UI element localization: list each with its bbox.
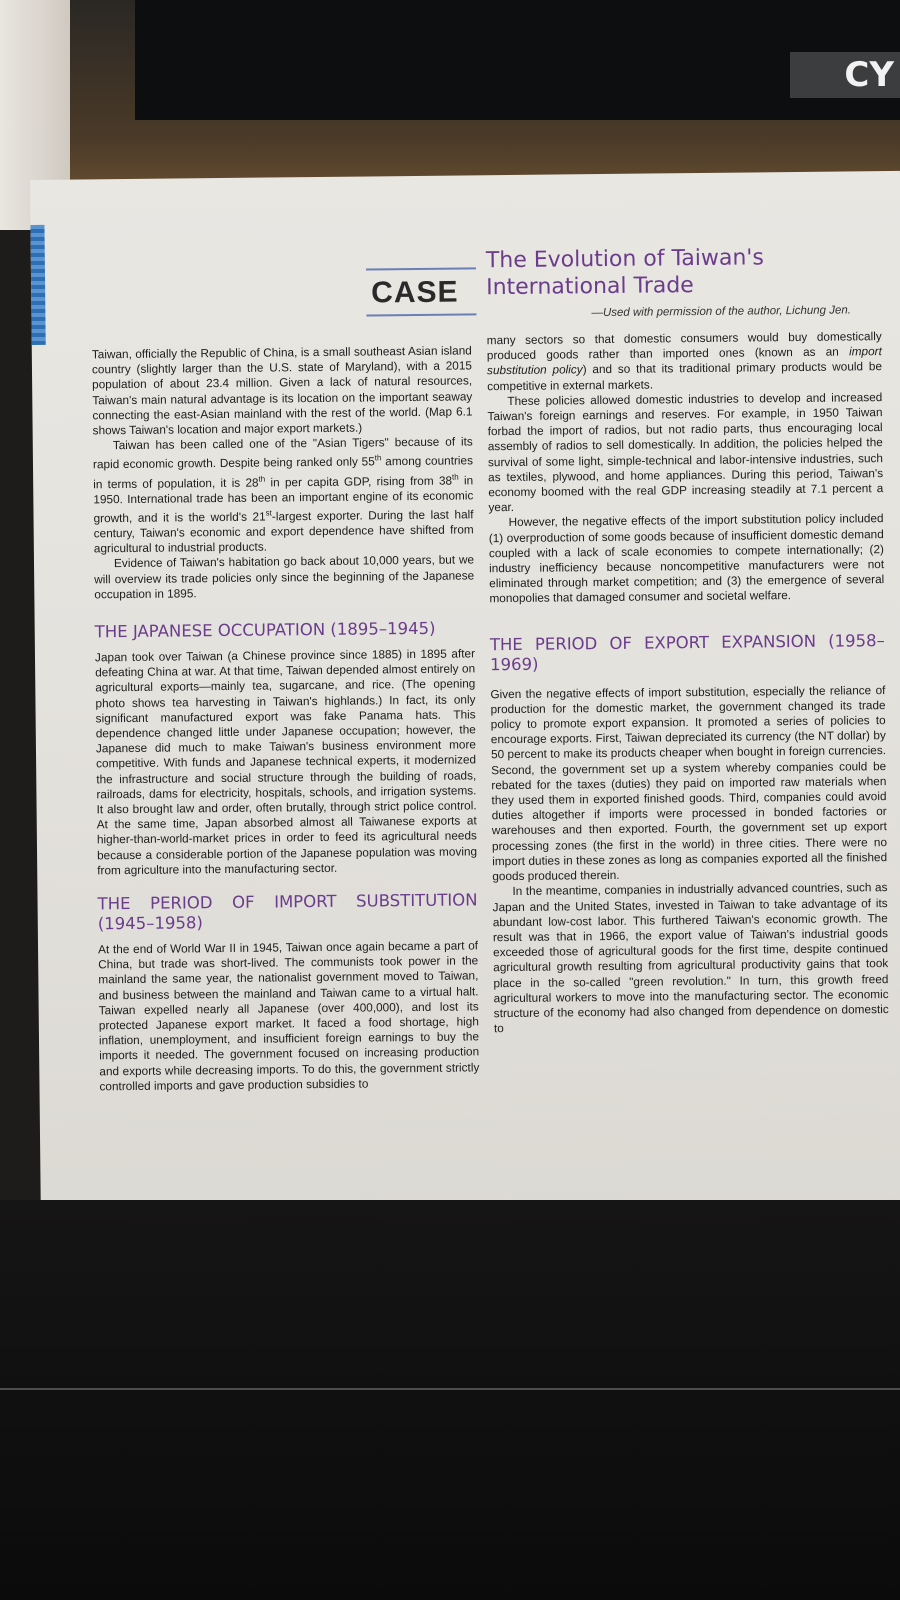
title-line-2: International Trade [486, 273, 694, 301]
section-heading: THE JAPANESE OCCUPATION (1895–1945) [94, 618, 436, 642]
rule-bottom [366, 313, 476, 316]
section-heading: THE PERIOD OF IMPORT SUBSTITUTION (1945–1958) [97, 890, 478, 934]
title-line-1: The Evolution of Taiwan's [485, 245, 764, 274]
case-label: CASE [371, 275, 459, 310]
box-label: CY [790, 52, 900, 98]
section-heading: THE PERIOD OF EXPORT EXPANSION (1958–1969) [489, 630, 885, 674]
paragraph: many sectors so that domestic consumers would buy domestically produced goods rather than imported ones (known as an import substitution policy) and so that its traditional primary products would be competitive in external markets. [486, 329, 883, 393]
left-column [92, 343, 480, 1094]
paragraph: These policies allowed domestic industries to develop and increased Taiwan's foreign earnings and reserves. For example, in 1950 Taiwan forbad the import of radios, but not radio parts, thus encouraging local assembly of radios to sell domestically. In addition, the policies helped the survival of some light, simple-technical and labor-intensive industries, such as textiles, plywood, and home appliances. During this period, Taiwan's economy boomed with the real GDP increasing steadily at 7.1 percent a year. [487, 389, 884, 515]
page-edge [0, 1388, 900, 1390]
paragraph: In the meantime, companies in industrially advanced countries, such as Japan and the United States, invested in Taiwan to take advantage of its abundant low-cost labor. This furthered Taiwan's economic growth. The result was that in 1966, the export value of Taiwan's industrial goods exceeded those of agricultural goods for the first time, despite continued agricultural growth resulting from agricultural productivity gains that took place in the so-called "green revolution." In turn, this growth freed agricultural workers to move into the manufacturing sector. The economic structure of the economy had also changed from dependence on domestic to [492, 880, 889, 1036]
paragraph: At the end of World War II in 1945, Taiwan once again became a part of China, but trade was short-lived. The communists took power in the mainland the same year, the nationalist government moved to Taiwan, and business between the mainland and Taiwan came to a virtual halt. Taiwan expelled nearly all Japanese (over 400,000), and lost its protected Japanese export market. It faced a food shortage, high inflation, unemployment, and insufficient foreign earnings to buy the imports it needed. The government focused on increasing production and exports while decreasing imports. To do this, the government strictly controlled imports and gave production subsidies to [97, 938, 480, 1094]
paragraph: Given the negative effects of import substitution, especially the reliance of production for the domestic market, the government changed its trade policy to promote export expansion. It promoted a series of policies to encourage exports. First, Taiwan depreciated its currency (the NT dollar) by 50 percent to make its products cheaper when bought in foreign currencies. Second, the government set up a system whereby companies could be rebated for the taxes (duties) they paid on imported raw materials when they used them in exported finished goods. Third, companies could avoid duties altogether if imports were processed in bonded factories or warehouses and then exported. Fourth, the government set up export processing zones (the first in the world) in three cities. There were no import duties in these zones as long as companies exported all the finished goods produced therein. [490, 682, 888, 884]
paragraph: Taiwan, officially the Republic of China, is a small southeast Asian island country (slightly larger than the U.S. state of Maryland), with a 2015 population of about 23.4 million. Given a lack of natural resources, Taiwan's main natural advantage is its location on the important seaway connecting the east-Asian mainland with the rest of the world. (Map 6.1 shows Taiwan's location and major export markets.) [91, 343, 473, 438]
paragraph: Japan took over Taiwan (a Chinese province since 1885) in 1895 after defeating China at war. At that time, Taiwan depended almost entirely on agricultural exports—mainly tea, sugarcane, and rice. (The opening photo shows tea harvesting in Taiwan's highlands.) In fact, its only significant manufactured export was fake Panama hats. This dependence changed little under Japanese occupation; however, the Japanese did much to make Taiwan's business environment more competitive. With funds and Japanese technical experts, it modernized the infrastructure and social structure through the building of roads, railroads, dams for electricity, hospitals, schools, and irrigation systems. It also brought law and order, often brutally, through strict police control. At the same time, Japan absorbed almost all Taiwanese exports at higher-than-world-market prices in order to feed its agricultural needs because a considerable portion of the Japanese population was moving from agriculture into the manufacturing sector. [94, 646, 478, 878]
paragraph: Taiwan has been called one of the "Asian Tigers" because of its rapid economic growth. Despite being ranked only 55th among countries in terms of population, it is 28th in per capita GDP, rising from 38th in 1950. International trade has been an important engine of its economic growth, and it is the world's 21st-largest exporter. During the last half century, Taiwan's economic and export dependence have shifted from agricultural to industrial products. [92, 434, 474, 556]
page-tabs [30, 225, 45, 345]
page-title [486, 243, 867, 301]
background-bottom [0, 1200, 900, 1600]
paragraph: However, the negative effects of the import substitution policy included (1) overproduction of some goods because of insufficient domestic demand coupled with a lack of scale economies to compete internationally; (2) industry inefficiency because noncompetitive manufacturers were not eliminated through market competition; and (3) the emergence of several monopolies that damaged consumer and societal welfare. [488, 511, 885, 606]
rule-top [366, 267, 476, 270]
dark-object [135, 0, 900, 120]
right-column [487, 329, 889, 1036]
paragraph: Evidence of Taiwan's habitation go back about 10,000 years, but we will overview its trade policies only since the beginning of the Japanese occupation in 1895. [94, 552, 475, 602]
author-credit: —Used with permission of the author, Lichung Jen. [591, 304, 852, 320]
